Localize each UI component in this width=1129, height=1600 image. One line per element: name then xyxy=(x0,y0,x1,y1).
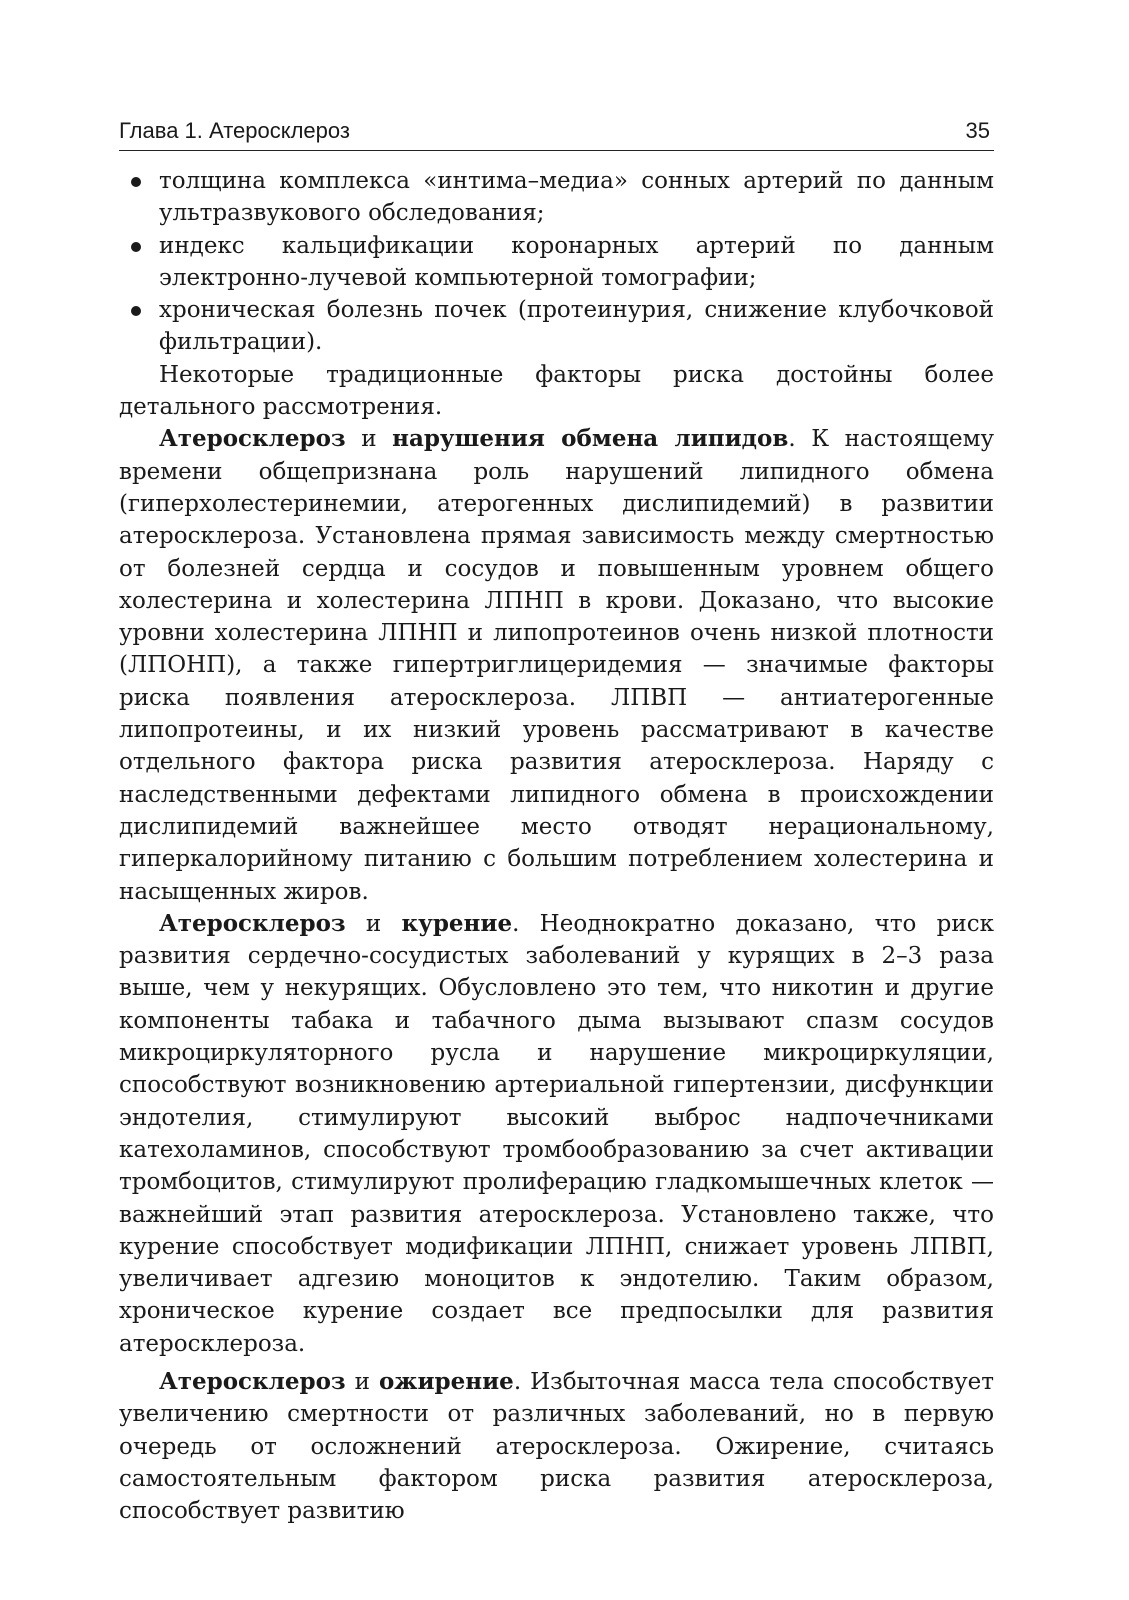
page-number: 35 xyxy=(965,118,990,143)
paragraph-text: . К настоящему времени общепризнана роль нарушений липидного обмена (гиперхолестеринемии, атерогенных дислипидемий) в развитии атеросклероза. Установлена прямая зависимость между смертностью от болезней сердца и сосудов и повышенным уровнем общего холестерина и холестерина ЛПНП в крови. Доказано, что высокие уровни холестерина ЛПНП и липопротеинов очень низкой плотности (ЛПОНП), а также гипертриглицеридемия — значимые факторы риска появления атеросклероза. ЛПВП — антиатерогенные липопротеины, и их низкий уровень рассматривают в качестве отдельного фактора риска развития атеросклероза. Наряду с наследственными дефектами липидного обмена в происхождении дислипидемий важнейшее место отводят нерациональному, гиперкалорийному питанию с большим потреблением холестерина и насыщенных жиров. xyxy=(119,426,995,905)
bullet-icon xyxy=(131,306,141,316)
paragraph-text: . Избыточная масса тела способствует увеличению смертности от различных заболеваний, но в первую очередь от осложнений атеросклероза. Ожирение, считаясь самостоятельным фактором риска развития атеросклероза, способствует развитию xyxy=(119,1368,994,1525)
heading-term: нарушения обмена липидов xyxy=(392,425,789,453)
risk-factor-list xyxy=(119,165,994,359)
lipids-paragraph: Атеросклероз и нарушения обмена липидов. К настоящему времени общепризнана роль нарушений липидного обмена (гиперхолестеринемии, атерогенных дислипидемий) в развитии атеросклероза. Установлена прямая зависимость между смертностью от болезней сердца и сосудов и повышенным уровнем общего холестерина и холестерина ЛПНП в крови. Доказано, что высокие уровни холестерина ЛПНП и липопротеинов очень низкой плотности (ЛПОНП), а также гипертриглицеридемия — значимые факторы риска появления атеросклероза. ЛПВП — антиатерогенные липопротеины, и их низкий уровень рассматривают в качестве отдельного фактора риска развития атеросклероза. Наряду с наследственными дефектами липидного обмена в происхождении дислипидемий важнейшее место отводят нерациональному, гиперкалорийному питанию с большим потреблением холестерина и насыщенных жиров. xyxy=(119,425,995,905)
heading-term: Атеросклероз xyxy=(159,425,346,453)
chapter-title: Глава 1. Атеросклероз xyxy=(119,118,350,143)
heading-term: Атеросклероз xyxy=(159,909,346,937)
bullet-icon xyxy=(131,177,141,187)
heading-term: Атеросклероз xyxy=(159,1367,346,1395)
bullet-icon xyxy=(131,242,141,252)
page-body xyxy=(119,165,994,1527)
heading-term: ожирение xyxy=(378,1367,514,1395)
list-item: хроническая болезнь почек (протеинурия, снижение клубочковой фильтрации). xyxy=(119,294,994,359)
list-item: индекс кальцификации коронарных артерий по данным электронно-лучевой компьютерной томографии; xyxy=(119,230,994,295)
list-item: толщина комплекса «интима–медиа» сонных артерий по данным ультразвукового обследования; xyxy=(119,165,994,230)
obesity-paragraph: Атеросклероз и ожирение. Избыточная масса тела способствует увеличению смертности от различных заболеваний, но в первую очередь от осложнений атеросклероза. Ожирение, считаясь самостоятельным фактором риска развития атеросклероза, способствует развитию xyxy=(119,1367,994,1525)
smoking-paragraph: Атеросклероз и курение. Неоднократно доказано, что риск развития сердечно-сосудистых заболеваний у курящих в 2–3 раза выше, чем у некурящих. Обусловлено это тем, что никотин и другие компоненты табака и табачного дыма вызывают спазм сосудов микроциркуляторного русла и нарушение микроциркуляции, способствуют возникновению артериальной гипертензии, дисфункции эндотелия, стимулируют высокий выброс надпочечниками катехоламинов, способствуют тромбообразованию за счет активации тромбоцитов, стимулируют пролиферацию гладкомышечных клеток — важнейший этап развития атеросклероза. Установлено также, что курение способствует модификации ЛПНП, снижает уровень ЛПВП, увеличивает адгезию моноцитов к эндотелию. Таким образом, хроническое курение создает все предпосылки для развития атеросклероза. xyxy=(119,909,994,1357)
intro-paragraph: Некоторые традиционные факторы риска достойны более детального рассмотрения. xyxy=(119,361,994,421)
paragraph-text: . Неоднократно доказано, что риск развития сердечно-сосудистых заболеваний у курящих в 2–3 раза выше, чем у некурящих. Обусловлено это тем, что никотин и другие компоненты табака и табачного дыма вызывают спазм сосудов микроциркуляторного русла и нарушение микроциркуляции, способствуют возникновению артериальной гипертензии, дисфункции эндотелия, стимулируют высокий выброс надпочечниками катехоламинов, способствуют тромбообразованию за счет активации тромбоцитов, стимулируют пролиферацию гладкомышечных клеток — важнейший этап развития атеросклероза. Установлено также, что курение способствует модификации ЛПНП, снижает уровень ЛПВП, увеличивает адгезию моноцитов к эндотелию. Таким образом, хроническое курение создает все предпосылки для развития атеросклероза. xyxy=(119,910,994,1357)
running-header xyxy=(119,110,994,151)
heading-term: курение xyxy=(401,909,513,937)
